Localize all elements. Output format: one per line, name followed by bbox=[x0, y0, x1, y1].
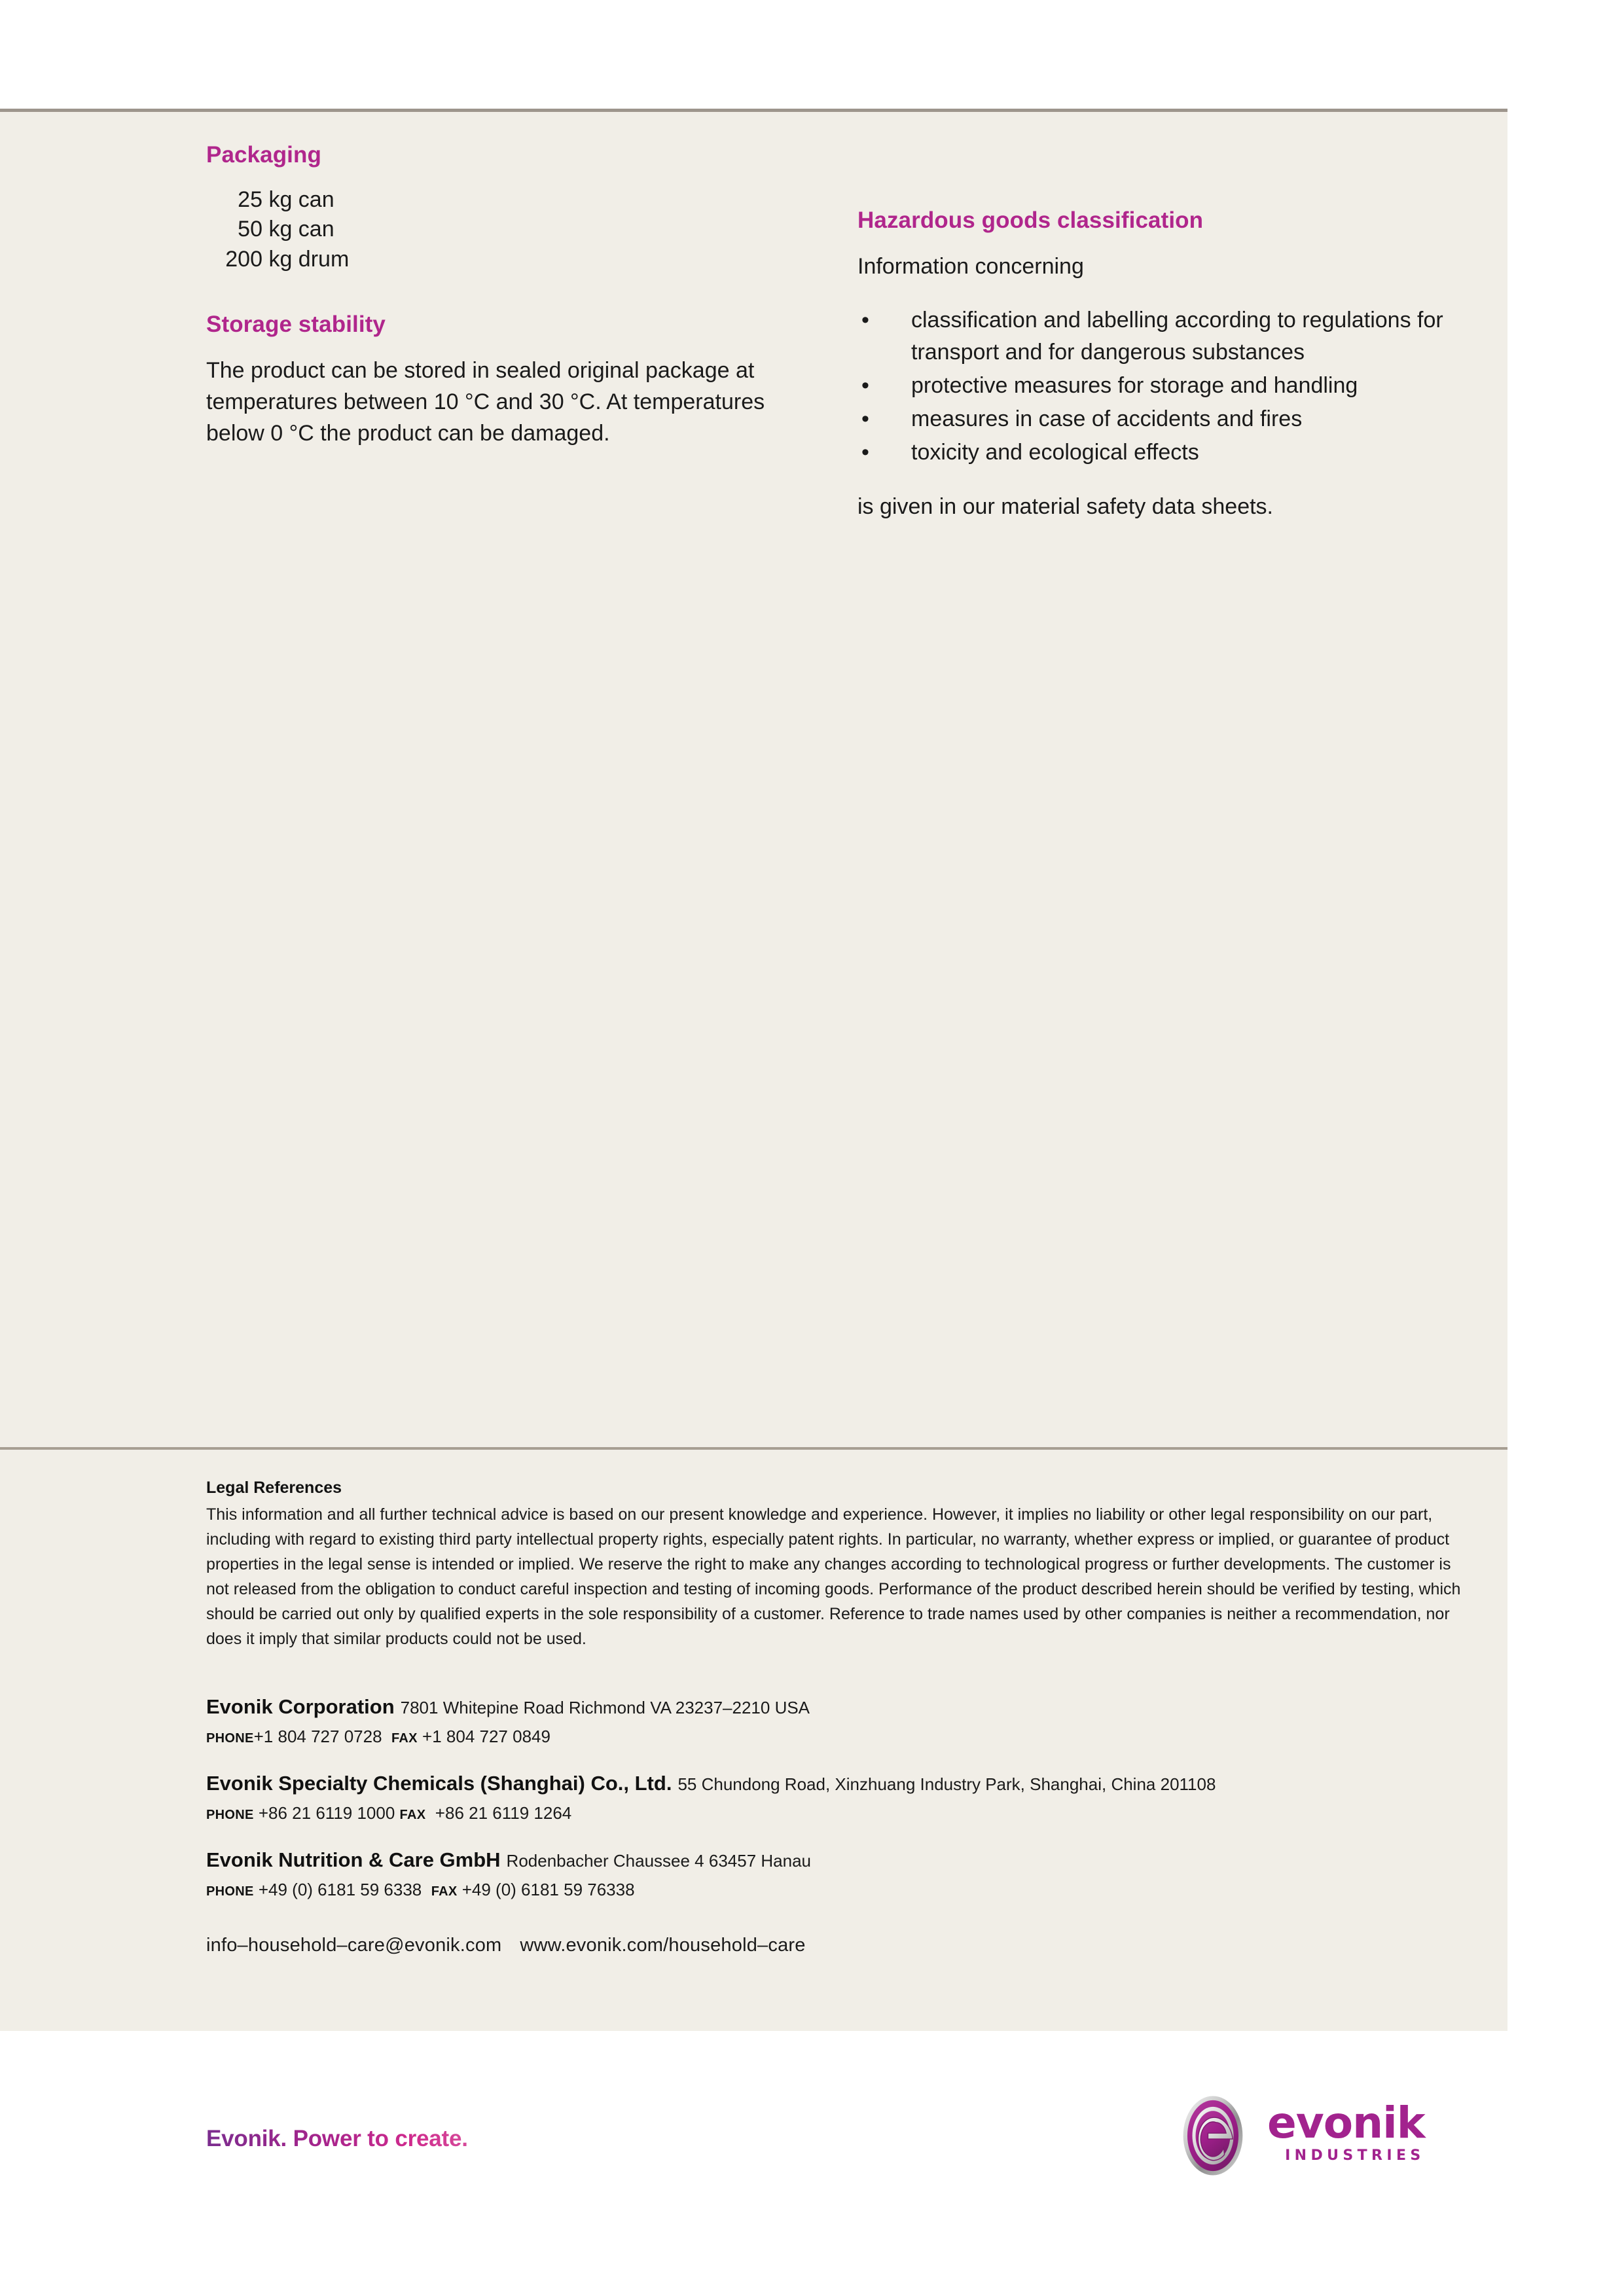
brand-name-text: evonik bbox=[1267, 2098, 1425, 2148]
hazard-closing-text: is given in our material safety data sheets. bbox=[857, 493, 1273, 519]
phone-label: PHONE bbox=[206, 1808, 254, 1823]
brand-subtitle-text: INDUSTRIES bbox=[1285, 2147, 1425, 2164]
contact-address: Rodenbacher Chaussee 4 63457 Hanau bbox=[506, 1851, 812, 1871]
packaging-qty: 50 bbox=[238, 217, 262, 242]
fax-label: FAX bbox=[391, 1731, 418, 1746]
packaging-qty: 200 bbox=[225, 246, 262, 272]
contact-headline bbox=[206, 1848, 1470, 1872]
packaging-unit: kg can bbox=[268, 217, 334, 242]
list-item-label: protective measures for storage and handling bbox=[911, 372, 1358, 398]
hazardous-goods-heading: Hazardous goods classification bbox=[857, 207, 1204, 233]
phone-label: PHONE bbox=[206, 1884, 254, 1899]
bullet-icon: • bbox=[861, 307, 869, 332]
list-item bbox=[857, 304, 1473, 368]
fax-number: +1 804 727 0849 bbox=[422, 1727, 550, 1746]
fax-label: FAX bbox=[431, 1884, 458, 1899]
list-item bbox=[857, 370, 1473, 402]
list-item bbox=[206, 245, 370, 275]
legal-divider-rule bbox=[0, 1447, 1507, 1450]
contact-address: 55 Chundong Road, Xinzhuang Industry Park, Shanghai, China 201108 bbox=[677, 1774, 1216, 1795]
bullet-icon: • bbox=[861, 372, 869, 398]
phone-number: +49 (0) 6181 59 6338 bbox=[258, 1880, 422, 1900]
phone-number: +86 21 6119 1000 bbox=[258, 1803, 395, 1823]
contact-address: 7801 Whitepine Road Richmond VA 23237–2210 USA bbox=[400, 1698, 810, 1717]
legal-references-title: Legal References bbox=[206, 1479, 342, 1497]
contact-headline bbox=[206, 1695, 1470, 1719]
fax-number: +86 21 6119 1264 bbox=[435, 1803, 572, 1823]
list-item-label: toxicity and ecological effects bbox=[911, 439, 1199, 465]
bullet-icon: • bbox=[861, 406, 869, 431]
list-item bbox=[206, 185, 370, 215]
fax-label: FAX bbox=[399, 1808, 426, 1823]
bullet-icon: • bbox=[861, 439, 869, 465]
brand-wordmark bbox=[1267, 2094, 1425, 2164]
phone-label: PHONE bbox=[206, 1731, 254, 1746]
fax-number: +49 (0) 6181 59 76338 bbox=[461, 1880, 635, 1900]
web-links-line bbox=[206, 1935, 1470, 1956]
packaging-qty: 25 bbox=[238, 187, 262, 212]
list-item-label: classification and labelling according to regulations for transport and for dangerous substances bbox=[911, 307, 1443, 365]
storage-stability-heading: Storage stability bbox=[206, 312, 386, 338]
phone-number: +1 804 727 0728 bbox=[253, 1727, 382, 1746]
contact-entry-evonik-nutrition-and-care-gmbh bbox=[206, 1848, 1470, 1900]
packaging-unit: kg can bbox=[268, 187, 334, 212]
legal-references-body: This information and all further technical advice is based on our present knowledge and experience. However, it implies no liability or other legal responsibility on our part, including with regard to existing third party intellectual property rights, especially patent rights. In particular, no warranty, whether express or implied, or guarantee of product properties in the legal sense is intended or implied. We reserve the right to make any changes according to technological progress or further developments. The customer is not released from the obligation to conduct careful inspection and testing of incoming goods. Performance of the product described herein should be verified by testing, which should be carried out only by qualified experts in the sole responsibility of a customer. Reference to trade names used by other companies is neither a recommendation, nor does it imply that similar products could not be used. bbox=[206, 1505, 1461, 1649]
contact-headline bbox=[206, 1772, 1470, 1795]
left-content-column bbox=[206, 143, 821, 449]
hazard-intro-text: Information concerning bbox=[857, 253, 1084, 279]
evonik-emblem-icon bbox=[1172, 2094, 1254, 2177]
packaging-list bbox=[206, 185, 821, 275]
list-item bbox=[857, 437, 1473, 469]
list-item bbox=[206, 215, 370, 245]
right-content-column bbox=[857, 208, 1473, 522]
legal-references-block bbox=[206, 1478, 1470, 1651]
contact-company-name: Evonik Corporation bbox=[206, 1695, 395, 1718]
packaging-unit: kg drum bbox=[268, 246, 350, 272]
evonik-logo bbox=[1172, 2094, 1506, 2179]
email-link[interactable]: info–household–care@evonik.com bbox=[206, 1934, 502, 1956]
contact-information-block bbox=[206, 1695, 1470, 1956]
contact-phone-fax-line bbox=[206, 1880, 1470, 1900]
list-item-label: measures in case of accidents and fires bbox=[911, 406, 1303, 431]
contact-phone-fax-line bbox=[206, 1727, 1470, 1747]
contact-entry-evonik-specialty-chemicals-shanghai bbox=[206, 1772, 1470, 1823]
contact-phone-fax-line bbox=[206, 1803, 1470, 1823]
contact-company-name: Evonik Specialty Chemicals (Shanghai) Co., Ltd. bbox=[206, 1772, 672, 1795]
storage-stability-text: The product can be stored in sealed original package at temperatures between 10 °C and 30 °C. At temperatures below 0 °C the product can be damaged. bbox=[206, 357, 765, 446]
packaging-heading: Packaging bbox=[206, 142, 321, 168]
brand-tagline: Evonik. Power to create. bbox=[206, 2126, 468, 2151]
contact-entry-evonik-corporation bbox=[206, 1695, 1470, 1747]
website-link[interactable]: www.evonik.com/household–care bbox=[520, 1934, 806, 1956]
contact-company-name: Evonik Nutrition & Care GmbH bbox=[206, 1848, 501, 1872]
hazard-bullet-list bbox=[857, 304, 1473, 469]
list-item bbox=[857, 403, 1473, 435]
